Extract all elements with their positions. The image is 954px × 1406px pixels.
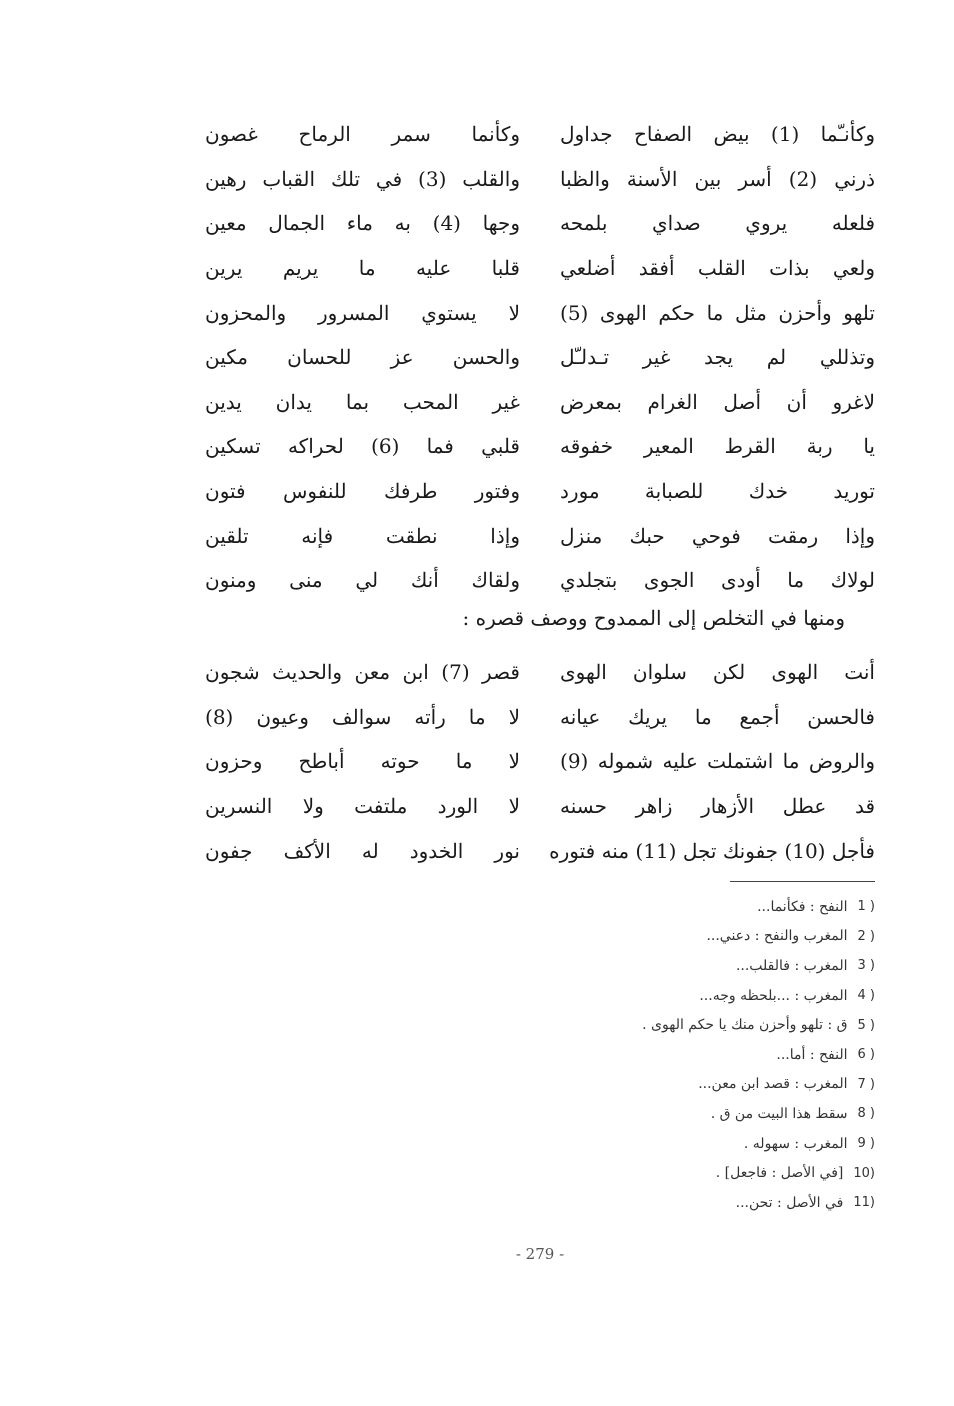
- footnote-number: 9 ): [857, 1136, 875, 1152]
- verse-second-hemistich: وجها (4) به ماء الجمال معين: [205, 211, 520, 236]
- verse-second-hemistich: لا الورد ملتفت ولا النسرين: [205, 794, 520, 819]
- verse-first-hemistich: أنت الهوى لكن سلوان الهوى: [560, 660, 875, 685]
- footnote: [400, 981, 875, 1011]
- verse-line: [205, 335, 875, 380]
- footnote: [400, 1010, 875, 1040]
- footnote-number: 10): [853, 1165, 875, 1181]
- verse-line: [205, 650, 875, 695]
- footnote: [400, 1040, 875, 1070]
- footnote: [400, 1099, 875, 1129]
- verse-second-hemistich: ولقاك أنك لي منى ومنون: [205, 568, 520, 593]
- verse-line: [205, 558, 875, 603]
- footnote-text: سقط هذا البيت من ق .: [710, 1105, 848, 1122]
- verse-second-hemistich: لا يستوي المسرور والمحزون: [205, 300, 520, 325]
- verse-second-hemistich: لا ما حوته أباطح وحزون: [205, 749, 520, 774]
- footnote: [400, 892, 875, 922]
- verse-line: [205, 201, 875, 246]
- footnote-number: 8 ): [857, 1106, 875, 1122]
- footnote-number: 11): [853, 1195, 875, 1211]
- verse-first-hemistich: ولعي بذات القلب أفقد أضلعي: [560, 256, 875, 281]
- footnote: [400, 922, 875, 952]
- verse-line: [205, 424, 875, 469]
- verse-second-hemistich: غير المحب بما يدان يدين: [205, 389, 520, 414]
- footnote-text: في الأصل : تحن...: [735, 1194, 844, 1211]
- verse-first-hemistich: فالحسن أجمع ما يريك عيانه: [560, 704, 875, 729]
- verse-second-hemistich: والحسن عز للحسان مكين: [205, 345, 520, 370]
- verse-first-hemistich: لاغرو أن أصل الغرام بمعرض: [560, 389, 875, 414]
- verse-line: [205, 513, 875, 558]
- footnote: [400, 1188, 875, 1218]
- verse-first-hemistich: وتذللي لم يجد غير تـدلـّل: [560, 345, 875, 370]
- verse-second-hemistich: لا ما رأته سوالف وعيون (8): [205, 704, 520, 729]
- verse-first-hemistich: قد عطل الأزهار زاهر حسنه: [560, 794, 875, 819]
- verse-second-hemistich: قلبي فما (6) لحراكه تسكين: [205, 434, 520, 459]
- footnote-text: المغرب : ...بلحظه وجه...: [699, 987, 848, 1004]
- verse-line: [205, 112, 875, 157]
- footnote-number: 7 ): [857, 1076, 875, 1092]
- verse-second-hemistich: قصر (7) ابن معن والحديث شجون: [205, 660, 520, 685]
- poem-section-1: [205, 112, 875, 603]
- verse-first-hemistich: تلهو وأحزن مثل ما حكم الهوى (5): [560, 300, 875, 325]
- page-number: - 279 -: [515, 1245, 565, 1263]
- footnote-number: 5 ): [857, 1017, 875, 1033]
- verse-second-hemistich: وفتور طرفك للنفوس فتون: [205, 479, 520, 504]
- footnote-text: المغرب والنفح : دعني...: [706, 928, 848, 945]
- verse-first-hemistich: فلعله يروي صداي بلمحه: [560, 211, 875, 236]
- footnote-separator: [730, 881, 875, 882]
- verse-line: [205, 157, 875, 202]
- verse-line: [205, 469, 875, 514]
- verse-line: [205, 290, 875, 335]
- footnote: [400, 1158, 875, 1188]
- verse-first-hemistich: توريد خدك للصبابة مورد: [560, 479, 875, 504]
- footnote: [400, 1129, 875, 1159]
- poem-section-2: [205, 650, 875, 873]
- footnote-number: 1 ): [857, 899, 875, 915]
- verse-first-hemistich: فأجل (10) جفونك تجل (11) منه فتوره: [549, 838, 875, 863]
- verse-line: [205, 246, 875, 291]
- verse-line: [205, 828, 875, 873]
- verse-line: [205, 739, 875, 784]
- footnote-number: 6 ): [857, 1047, 875, 1063]
- verse-first-hemistich: يا ربة القرط المعير خفوقه: [560, 434, 875, 459]
- verse-second-hemistich: وإذا نطقت فإنه تلقين: [205, 523, 520, 548]
- footnote-text: المغرب : سهوله .: [743, 1135, 848, 1152]
- verse-first-hemistich: وإذا رمقت فوحي حبك منزل: [560, 523, 875, 548]
- footnote-number: 3 ): [857, 958, 875, 974]
- footnote: [400, 1070, 875, 1100]
- verse-first-hemistich: والروض ما اشتملت عليه شموله (9): [560, 749, 875, 774]
- footnotes: [400, 892, 875, 1218]
- verse-first-hemistich: ذرني (2) أسر بين الأسنة والظبا: [560, 166, 876, 191]
- verse-second-hemistich: والقلب (3) في تلك القباب رهين: [205, 166, 520, 191]
- verse-line: [205, 784, 875, 829]
- footnote-text: النفح : فكأنما...: [757, 898, 848, 915]
- section-intro-line: ومنها في التخلص إلى الممدوح ووصف قصره :: [462, 606, 845, 630]
- footnote-text: المغرب : قصد ابن معن...: [698, 1076, 848, 1093]
- footnote-number: 4 ): [857, 988, 875, 1004]
- verse-second-hemistich: قلبا عليه ما يريم يرين: [205, 256, 520, 281]
- footnote-text: المغرب : فالقلب...: [735, 957, 848, 974]
- verse-second-hemistich: نور الخدود له الأكف جفون: [205, 838, 520, 863]
- verse-first-hemistich: لولاك ما أودى الجوى بتجلدي: [560, 568, 875, 593]
- footnote-text: النفح : أما...: [776, 1046, 848, 1063]
- verse-line: [205, 695, 875, 740]
- verse-first-hemistich: وكأنـّما (1) بيض الصفاح جداول: [560, 122, 876, 147]
- verse-line: [205, 380, 875, 425]
- footnote-text: [في الأصل : فاجعل] .: [715, 1165, 844, 1182]
- footnote-text: ق : تلهو وأحزن منك يا حكم الهوى .: [642, 1017, 848, 1034]
- footnote-number: 2 ): [857, 928, 875, 944]
- verse-second-hemistich: وكأنما سمر الرماح غصون: [205, 122, 520, 147]
- footnote: [400, 951, 875, 981]
